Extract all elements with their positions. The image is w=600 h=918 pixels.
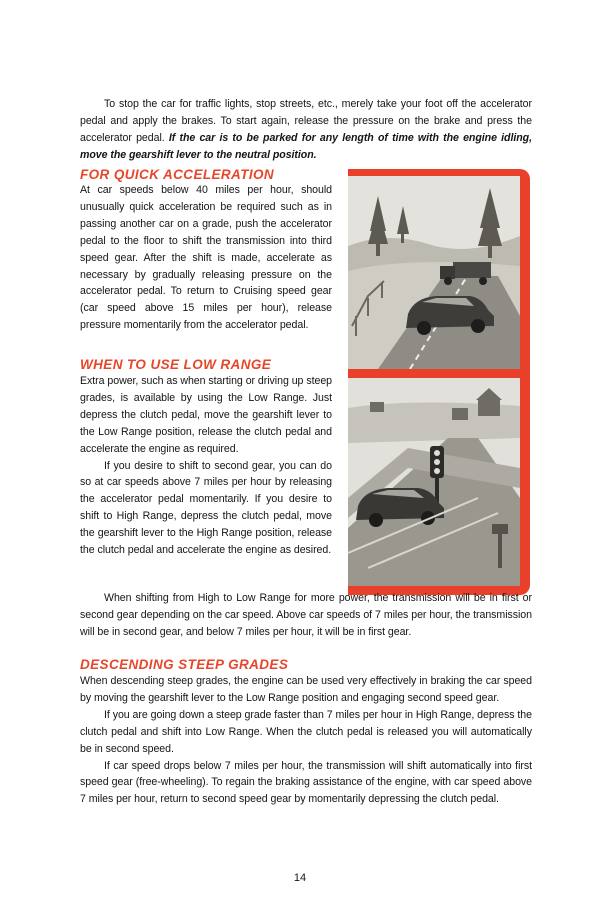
low-range-para-3: When shifting from High to Low Range for more power, the transmission will be in first or second gear depending on the car speed. Above car speeds of 7 miles per hour, the transmission will be in second gear, and below 7 miles per hour, it will be in first gear. <box>80 592 532 638</box>
descending-para-2: If you are going down a steep grade faster than 7 miles per hour in High Range, depress the clutch pedal and shift into Low Range. When the clutch pedal is released you will automatically be in second speed. <box>80 708 532 755</box>
low-range-para-1: Extra power, such as when starting or driving up steep grades, is available by using the Low Range. Just depress the clutch pedal, move the gearshift lever to the Low Range position, release the clutch pedal and accelerate the engine as required. <box>80 375 332 455</box>
intro-text: To stop the car for traffic lights, stop streets, etc., merely take your foot off the accelerator pedal and apply the brakes. To start again, release the pressure on the brake and press the accelerator pedal. <box>80 98 532 144</box>
descending-para-1: When descending steep grades, the engine can be used very effectively in braking the car speed by moving the gearshift lever to the Low Range position and engaging second speed gear. <box>80 675 532 704</box>
low-range-heading: WHEN TO USE LOW RANGE <box>80 357 272 372</box>
descending-body <box>80 673 532 808</box>
quick-acceleration-heading: FOR QUICK ACCELERATION <box>80 167 275 182</box>
intro-paragraph <box>80 96 532 164</box>
low-range-para-2: If you desire to shift to second gear, you can do so at car speeds above 7 miles per hour by releasing the accelerator pedal momentarily. If you desire to shift to High Range, depress the clutch pedal, move the gearshift lever to the High Range position, release the clutch pedal and accelerate the engine as desired. <box>80 459 332 557</box>
intro-warning: If the car is to be parked for any length of time with the engine idling, move the gearshift lever to the neutral position. <box>80 131 532 161</box>
descending-para-3: If car speed drops below 7 miles per hour, the transmission will shift automatically into first speed gear (free-wheeling). To regain the braking assistance of the engine, with car speed above 7 miles per hour, return to second speed gear by momentarily depressing the clutch pedal. <box>80 759 532 806</box>
page-number: 14 <box>293 872 307 884</box>
passing-car-illustration <box>348 176 520 369</box>
intersection-illustration <box>348 378 520 586</box>
low-range-continued <box>80 590 532 641</box>
low-range-body <box>80 373 332 559</box>
descending-heading: DESCENDING STEEP GRADES <box>80 657 289 672</box>
quick-acceleration-body: At car speeds below 40 miles per hour, should unusually quick acceleration be required such as in passing another car on a grade, push the accelerator pedal to the floor to shift the transmission into third speed gear. After the shift is made, accelerate as necessary by gradually releasing pressure on the accelerator pedal. To return to Cruising speed gear (car speed above 15 miles per hour), release pressure momentarily from the accelerator pedal. <box>80 184 332 332</box>
